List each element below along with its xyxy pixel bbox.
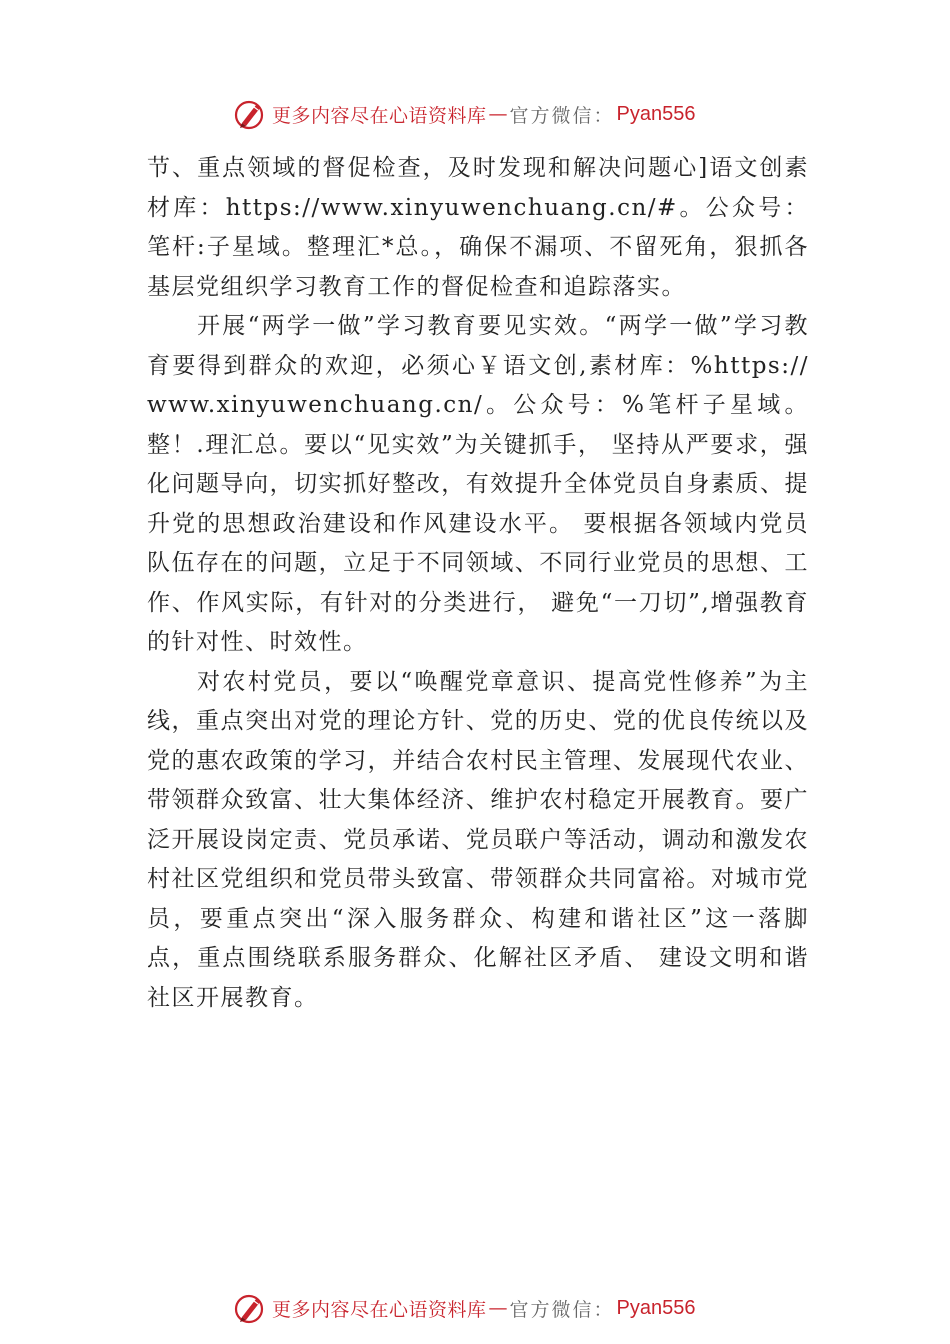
- header-promo-text: 更多内容尽在心语资料库: [272, 104, 487, 127]
- pen-logo-icon: [232, 1290, 268, 1326]
- footer-wechat-id: Pyan556: [616, 1296, 696, 1319]
- pen-logo-icon: [232, 96, 268, 132]
- header-wechat-label: 官方微信：: [509, 104, 615, 127]
- header-wechat-id: Pyan556: [616, 102, 696, 125]
- paragraph-2: 开展“两学一做”学习教育要见实效。“两学一做”学习教育要得到群众的欢迎，必须心￥语文创,素材库：%https://www.xinyuwenchuang.cn/。公众号：%笔杆子星域。整！.理汇总。要以“见实效”为关键抓手， 坚持从严要求，强化问题导向，切实抓好整改，有效提升全体党员自身素质、提升党的思想政治建设和作风建设水平。 要根据各领域内党员队伍存在的问题，立足于不同领域、不同行业党员的思想、工作、作风实际，有针对的分类进行， 避免“一刀切”,增强教育的针对性、时效性。: [147, 313, 809, 655]
- header-banner: [232, 94, 752, 134]
- document-body: [147, 149, 809, 1018]
- footer-separator: —: [488, 1297, 508, 1319]
- footer-promo-text: 更多内容尽在心语资料库: [272, 1298, 487, 1321]
- paragraph-1: 节、重点领域的督促检查，及时发现和解决问题心]语文创素材库：https://www.xinyuwenchuang.cn/#。公众号：笔杆:子星域。整理汇*总。，确保不漏项、不留死角，狠抓各基层党组织学习教育工作的督促检查和追踪落实。: [147, 155, 809, 300]
- footer-wechat-label: 官方微信：: [509, 1298, 615, 1321]
- paragraph-3: 对农村党员，要以“唤醒党章意识、提高党性修养”为主线，重点突出对党的理论方针、党的历史、党的优良传统以及党的惠农政策的学习，并结合农村民主管理、发展现代农业、带领群众致富、壮大集体经济、维护农村稳定开展教育。要广泛开展设岗定责、党员承诺、党员联户等活动，调动和激发农村社区党组织和党员带头致富、带领群众共同富裕。对城市党员，要重点突出“深入服务群众、构建和谐社区”这一落脚点，重点围绕联系服务群众、化解社区矛盾、 建设文明和谐社区开展教育。: [147, 668, 809, 1011]
- footer-banner: [232, 1288, 752, 1328]
- header-separator: —: [488, 103, 508, 125]
